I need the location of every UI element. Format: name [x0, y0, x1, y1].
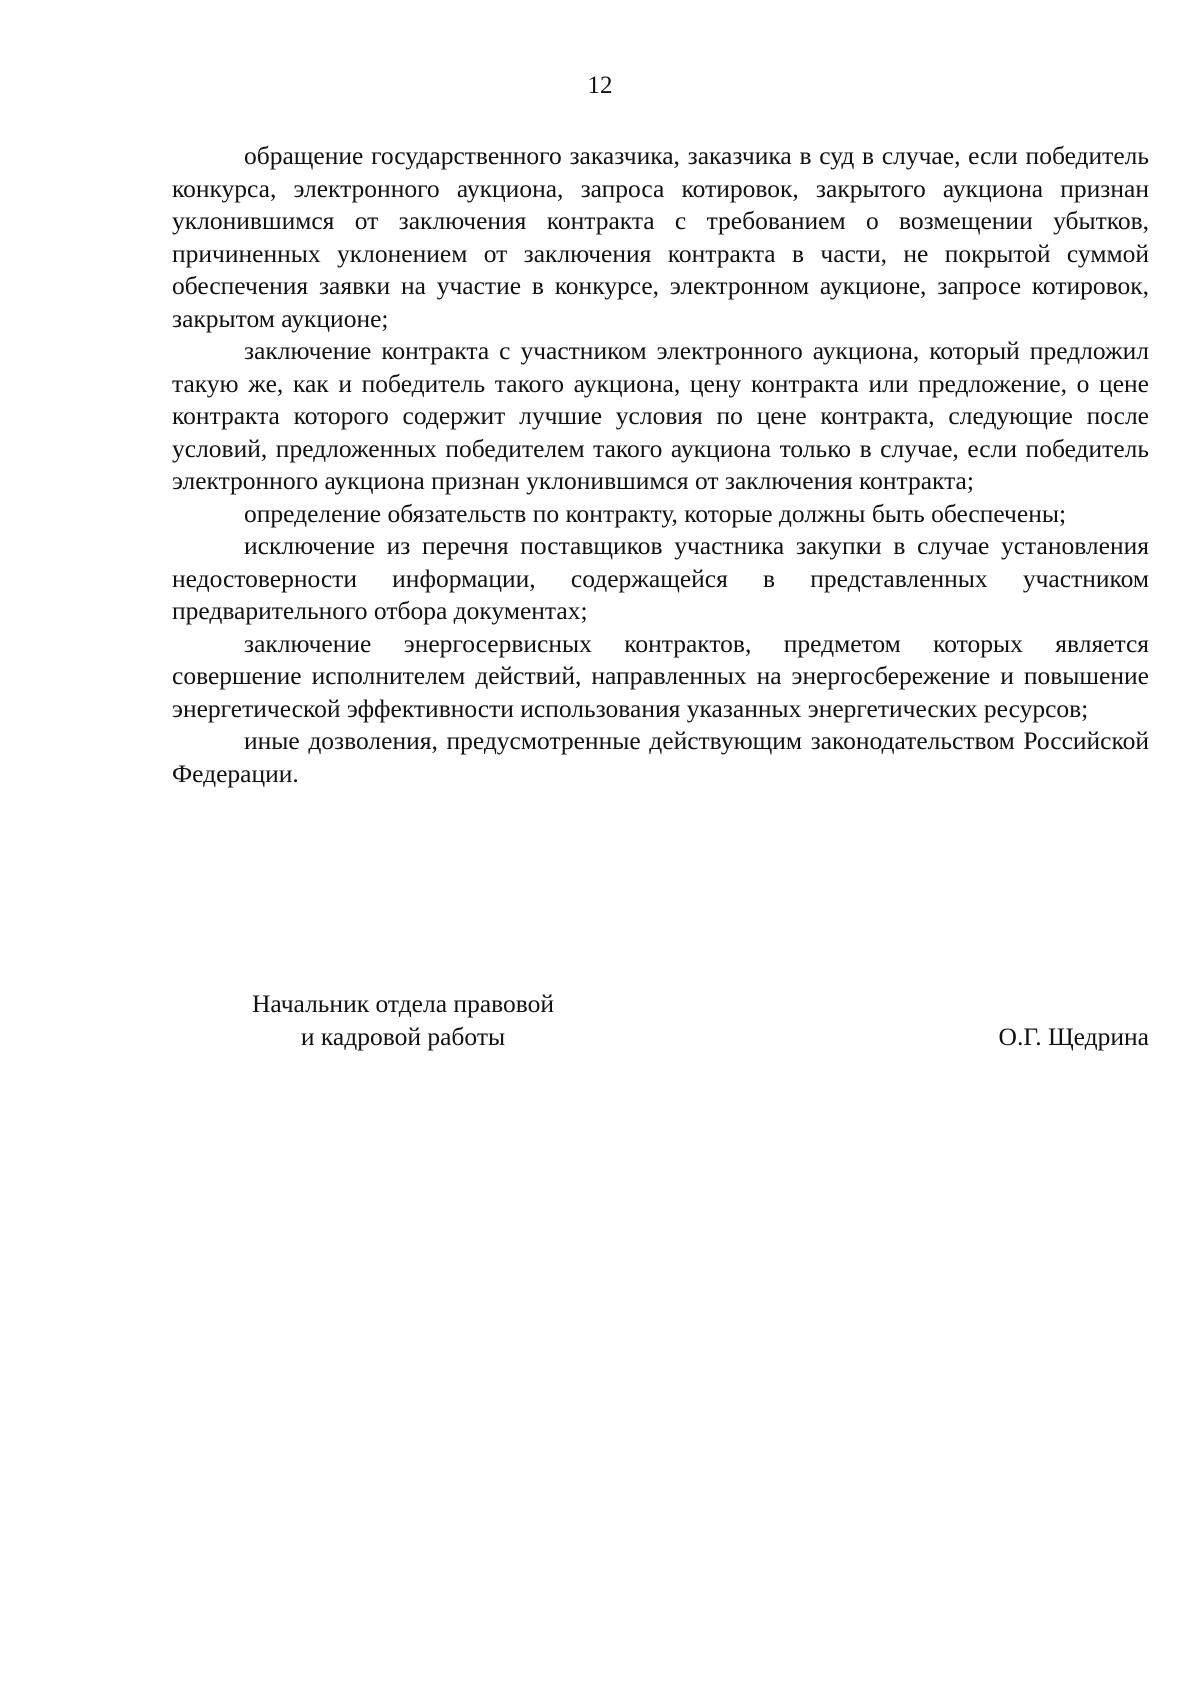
signature-block: [172, 988, 1149, 1068]
paragraph-4: исключение из перечня поставщиков участника закупки в случае установления недостоверности информации, содержащейся в представленных участником предварительного отбора документах;: [172, 531, 1149, 625]
paragraph-3: определение обязательств по контракту, которые должны быть обеспечены;: [244, 498, 1067, 528]
signatory-name: О.Г. Щедрина: [998, 1021, 1149, 1051]
paragraph-6: иные дозволения, предусмотренные действующим законодательством Российской Федерации.: [172, 726, 1149, 788]
signatory-position-line-1: Начальник отдела правовой: [252, 989, 555, 1018]
signatory-position-line-2: и кадровой работы: [300, 1021, 506, 1051]
page-number: 12: [587, 72, 613, 99]
paragraph-5: заключение энергосервисных контрактов, предметом которых является совершение исполнителем действий, направленных на энергосбережение и повышение энергетической эффективности использования указанных энергетических ресурсов;: [172, 628, 1149, 723]
document-body: [172, 140, 1149, 790]
paragraph-2: заключение контракта с участником электронного аукциона, который предложил такую же, как и победитель такого аукциона, цену контракта или предложение, о цене контракта которого содержит лучшие условия по цене контракта, следующие после условий, предложенных победителем такого аукциона только в случае, если победитель электронного аукциона признан уклонившимся от заключения контракта;: [172, 336, 1149, 495]
signatory-position: [252, 988, 554, 1053]
paragraph-1: обращение государственного заказчика, заказчика в суд в случае, если победитель конкурса, электронного аукциона, запроса котировок, закрытого аукциона признан уклонившимся от заключения контракта с требованием о возмещении убытков, причиненных уклонением от заключения контракта в части, не покрытой суммой обеспечения заявки на участие в конкурсе, электронном аукционе, запросе котировок, закрытом аукционе;: [172, 141, 1149, 333]
